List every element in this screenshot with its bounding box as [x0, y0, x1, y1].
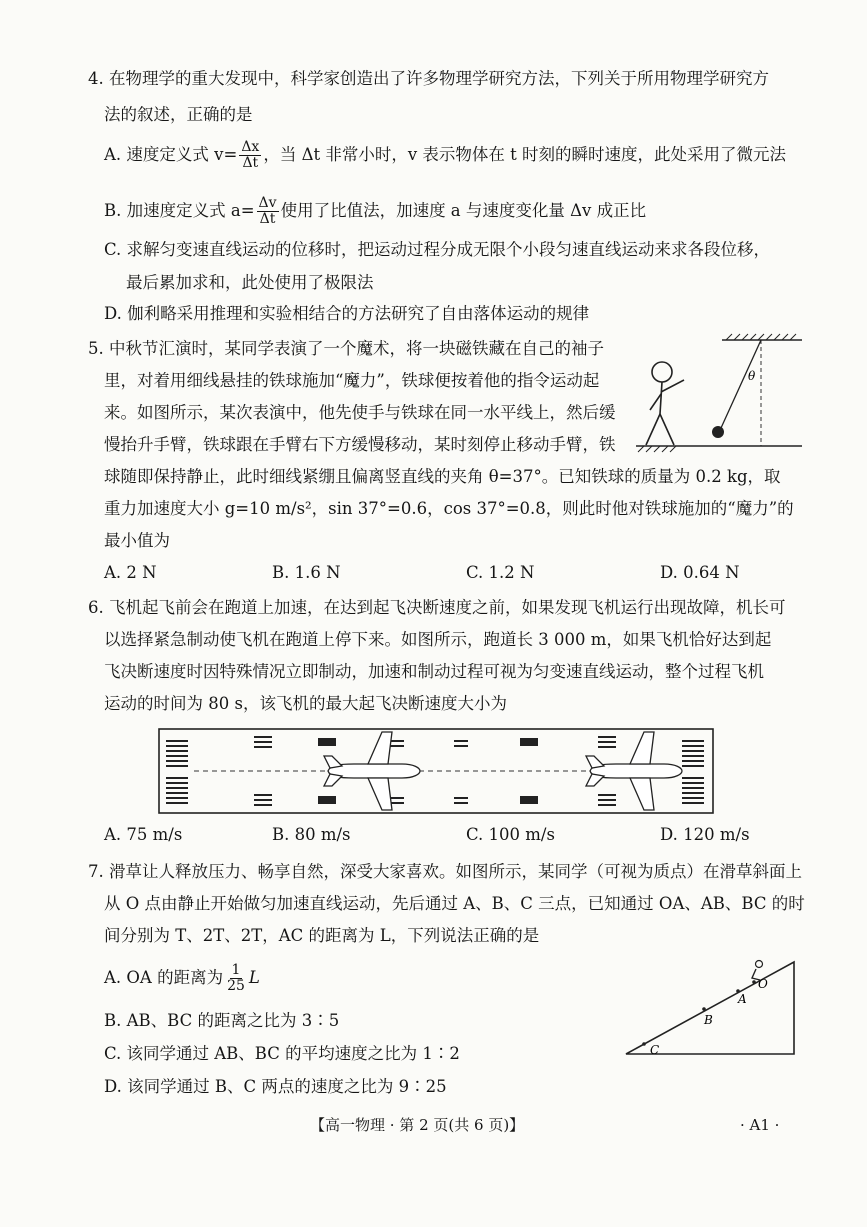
q7-line2: 从 O 点由静止开始做匀加速直线运动，先后通过 A、B、C 三点，已知通过 OA、AB、BC 的时 [104, 894, 805, 913]
q5-line4: 慢抬升手臂，铁球跟在手臂右下方缓慢移动，某时刻停止移动手臂，铁 [104, 435, 616, 454]
label-c: C [650, 1043, 660, 1057]
q4-option-a-prefix: A. 速度定义式 v= [104, 145, 238, 164]
q7-line3: 间分别为 T、2T、2T，AC 的距离为 L，下列说法正确的是 [104, 926, 540, 945]
q4-option-b [104, 196, 646, 227]
q4-option-d: D. 伽利略采用推理和实验相结合的方法研究了自由落体运动的规律 [104, 304, 590, 323]
q4-option-a-suffix: ，当 Δt 非常小时，v 表示物体在 t 时刻的瞬时速度，此处采用了微元法 [263, 145, 787, 164]
paper-code: · A1 · [740, 1116, 780, 1134]
slider-person-head [756, 961, 763, 968]
q5-option-c: C. 1.2 N [466, 563, 535, 582]
label-a: A [738, 992, 747, 1006]
stick-figure-person [646, 362, 684, 445]
q6-runway-figure [158, 728, 714, 814]
airplane-1-icon [324, 732, 420, 810]
q4-stem-line2: 法的叙述，正确的是 [104, 105, 253, 124]
point-o-dot [752, 980, 756, 984]
q5-option-a: A. 2 N [104, 563, 157, 582]
q4-option-b-denominator: Δt [259, 211, 276, 227]
runway-threshold-right [682, 740, 704, 804]
q7-option-a-denominator: 25 [227, 978, 245, 994]
q4-option-a [104, 140, 786, 171]
airplane-2-icon [586, 732, 682, 810]
q6-option-b: B. 80 m/s [272, 825, 351, 844]
q5-option-b: B. 1.6 N [272, 563, 341, 582]
q5-option-d: D. 0.64 N [660, 563, 740, 582]
runway-side-markings [254, 736, 616, 806]
q4-option-c-line1: C. 求解匀变速直线运动的位移时，把运动过程分成无限个小段匀速直线运动来求各段位移， [104, 240, 771, 259]
q7-incline-figure [608, 958, 808, 1058]
q7-option-a-suffix: L [248, 968, 260, 987]
theta-label: θ [748, 369, 756, 383]
q6-option-d: D. 120 m/s [660, 825, 750, 844]
q5-line1: 5. 中秋节汇演时，某同学表演了一个魔术，将一块磁铁藏在自己的袖子 [88, 339, 604, 358]
page-footer: 【高一物理 · 第 2 页(共 6 页)】 [310, 1116, 525, 1134]
q6-line1: 6. 飞机起飞前会在跑道上加速，在达到起飞决断速度之前，如果发现飞机运行出现故障，机长可 [88, 598, 786, 617]
q4-option-a-denominator: Δt [242, 155, 259, 171]
q4-option-c-line2: 最后累加求和，此处使用了极限法 [126, 273, 374, 292]
q7-option-d: D. 该同学通过 B、C 两点的速度之比为 9∶25 [104, 1077, 447, 1096]
q7-option-a-numerator: 1 [231, 962, 241, 978]
q7-option-a-prefix: A. OA 的距离为 [104, 968, 224, 987]
q6-line2: 以选择紧急制动使飞机在跑道上停下来。如图所示，跑道长 3 000 m，如果飞机恰好达到起 [104, 630, 772, 649]
q7-line1: 7. 滑草让人释放压力、畅享自然，深受大家喜欢。如图所示，某同学（可视为质点）在滑草斜面上 [88, 862, 802, 881]
q5-line7: 最小值为 [104, 531, 170, 550]
q5-pendulum-figure [630, 334, 810, 464]
q4-option-b-fraction [257, 196, 279, 227]
q4-option-b-numerator: Δv [258, 195, 277, 211]
q6-line4: 运动的时间为 80 s，该飞机的最大起飞决断速度大小为 [104, 694, 507, 713]
q4-option-b-suffix: 使用了比值法，加速度 a 与速度变化量 Δv 成正比 [280, 201, 647, 220]
pendulum-string [721, 340, 761, 428]
q5-line5: 球随即保持静止，此时细线紧绷且偏离竖直线的夹角 θ=37°。已知铁球的质量为 0.2 kg，取 [104, 467, 781, 486]
q5-line6: 重力加速度大小 g=10 m/s²，sin 37°=0.6，cos 37°=0.8，则此时他对铁球施加的“魔力”的 [104, 499, 794, 518]
q6-line3: 飞决断速度时因特殊情况立即制动，加速和制动过程可视为匀变速直线运动，整个过程飞机 [104, 662, 764, 681]
ceiling-hatching [726, 334, 796, 340]
q7-option-c: C. 该同学通过 AB、BC 的平均速度之比为 1∶2 [104, 1044, 460, 1063]
q7-option-b: B. AB、BC 的距离之比为 3∶5 [104, 1011, 340, 1030]
q7-option-a-fraction [225, 963, 247, 994]
q5-line2: 里，对着用细线悬挂的铁球施加“魔力”，铁球便按着他的指令运动起 [104, 371, 600, 390]
q6-option-c: C. 100 m/s [466, 825, 555, 844]
floor-hatching [638, 446, 676, 452]
q4-option-a-fraction [239, 140, 261, 171]
label-o: O [758, 977, 768, 991]
point-c-dot [642, 1042, 646, 1046]
runway-threshold-left [166, 740, 188, 804]
q7-option-a [104, 963, 260, 994]
q4-option-a-numerator: Δx [241, 139, 260, 155]
q6-option-a: A. 75 m/s [104, 825, 183, 844]
q5-line3: 来。如图所示，某次表演中，他先使手与铁球在同一水平线上，然后缓 [104, 403, 616, 422]
q4-option-b-prefix: B. 加速度定义式 a= [104, 201, 255, 220]
q4-stem-line1: 4. 在物理学的重大发现中，科学家创造出了许多物理学研究方法，下列关于所用物理学研究方 [88, 69, 769, 88]
point-b-dot [702, 1007, 706, 1011]
incline-triangle [626, 962, 794, 1054]
iron-ball [712, 426, 724, 438]
label-b: B [704, 1013, 713, 1027]
